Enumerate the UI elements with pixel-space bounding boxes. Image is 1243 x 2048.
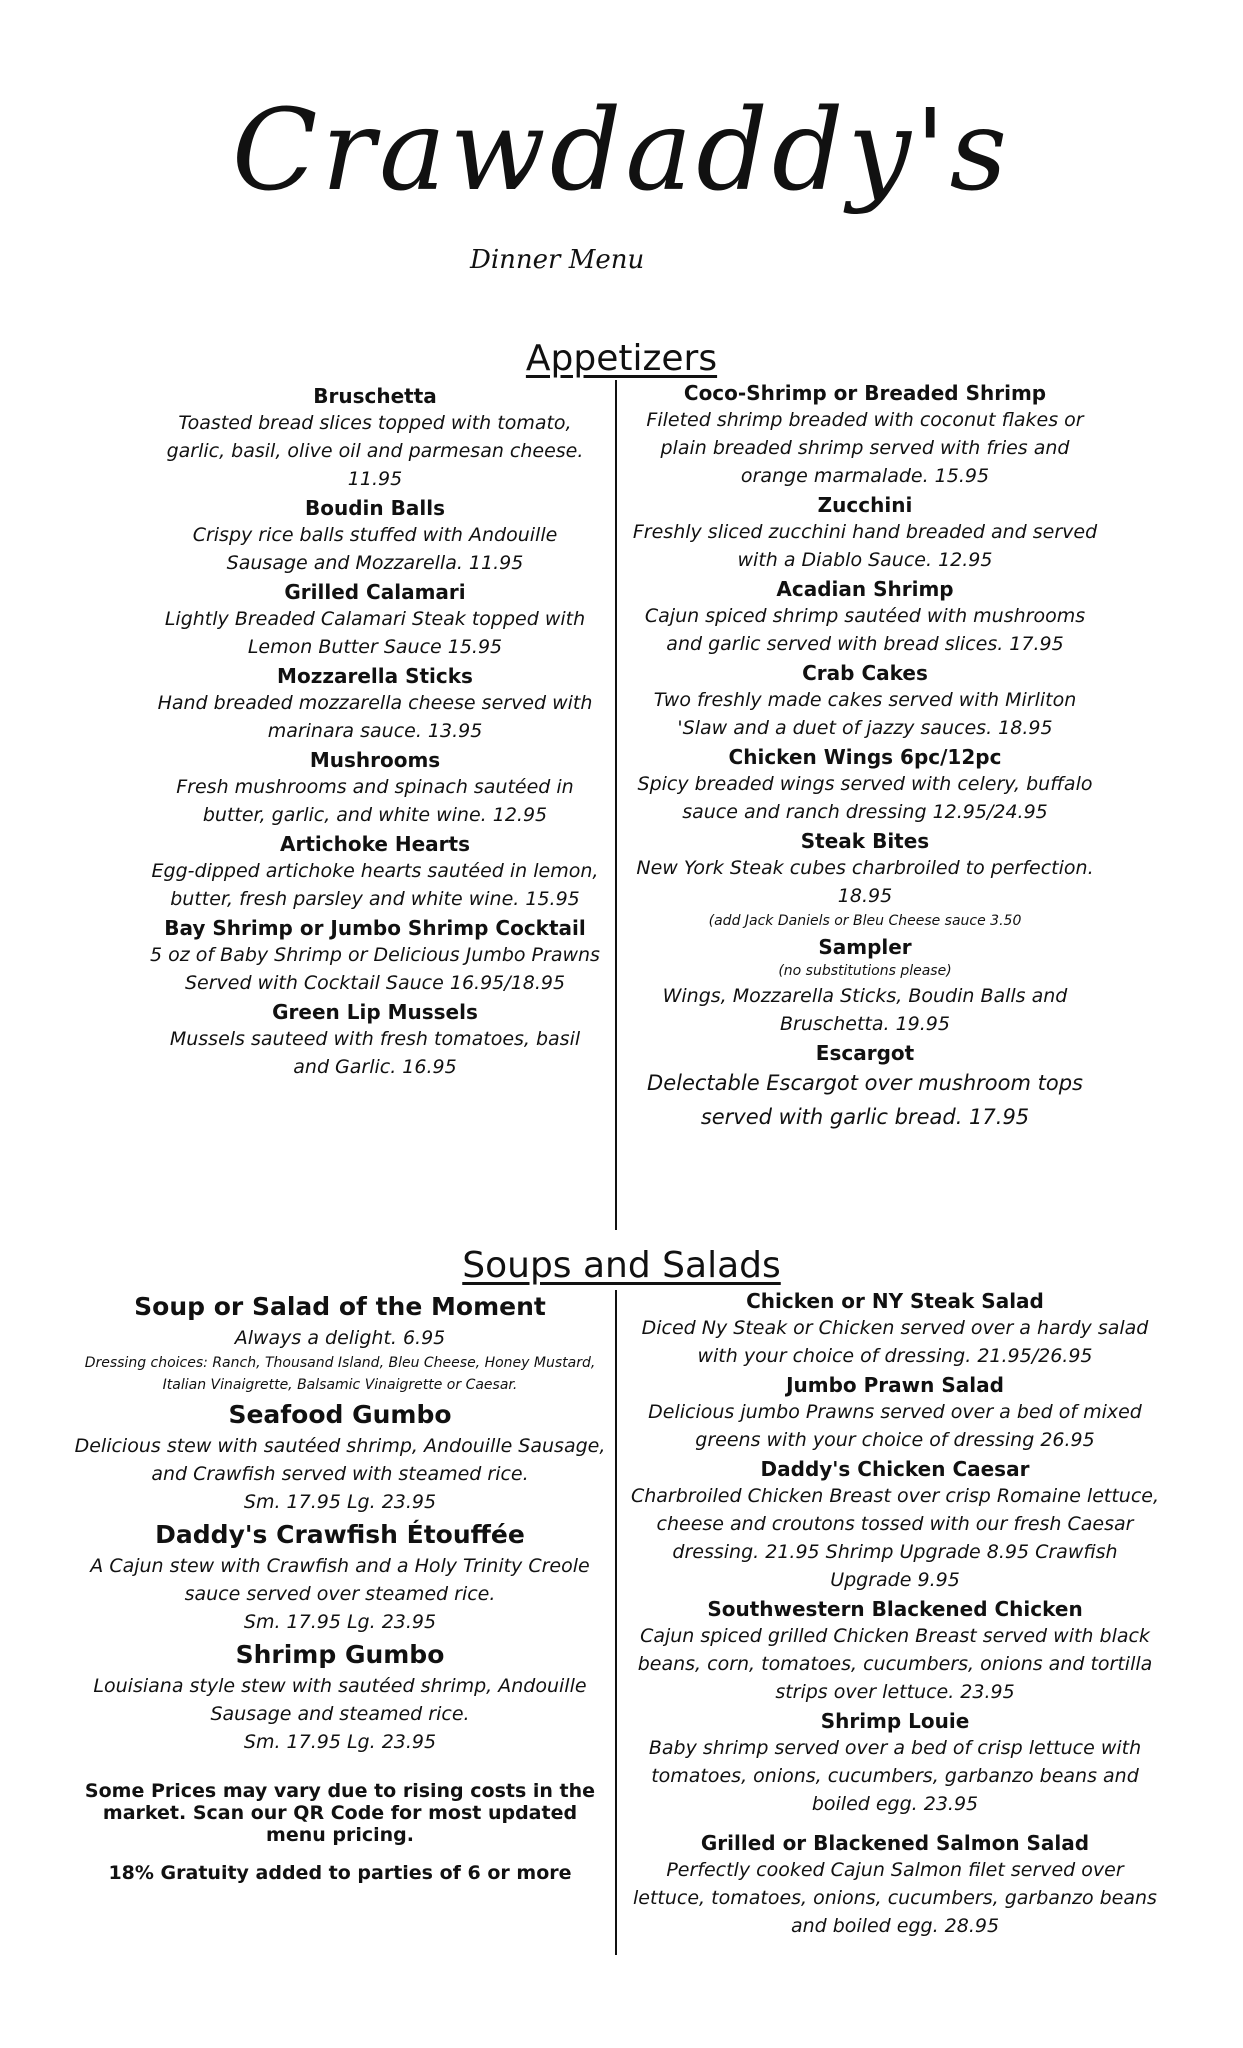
menu-item (70, 1290, 610, 1396)
item-name: Boudin Balls (305, 496, 445, 520)
item-description: Delicious stew with sautéed shrimp, Andouille Sausage, and Crawfish served with steamed rice. (74, 1435, 606, 1485)
item-name: Coco-Shrimp or Breaded Shrimp (683, 381, 1047, 405)
menu-item (630, 660, 1100, 742)
item-name: Mozzarella Sticks (277, 664, 473, 688)
item-name: Daddy's Chicken Caesar (760, 1457, 1030, 1481)
menu-subtitle: Dinner Menu (470, 245, 645, 275)
menu-item (150, 999, 600, 1081)
soups-left-column (70, 1290, 610, 1884)
menu-item (630, 828, 1100, 932)
menu-item (630, 1708, 1160, 1818)
menu-item (70, 1518, 610, 1636)
dressing-choices: Dressing choices: Ranch, Thousand Island, Bleu Cheese, Honey Mustard, Italian Vinaigrette, Balsamic Vinaigrette or Caesar. (84, 1355, 596, 1393)
menu-item (630, 1456, 1160, 1594)
item-description: A Cajun stew with Crawfish and a Holy Trinity Creole sauce served over steamed rice. (90, 1555, 590, 1605)
item-name: Crab Cakes (802, 661, 928, 685)
item-description: Two freshly made cakes served with Mirliton 'Slaw and a duet of jazzy sauces. 18.95 (653, 689, 1077, 739)
item-description: Wings, Mozzarella Sticks, Boudin Balls and Bruschetta. 19.95 (662, 985, 1068, 1035)
restaurant-logo: Crawdaddy's (231, 86, 1012, 216)
item-description: Mussels sauteed with fresh tomatoes, basil and Garlic. 16.95 (169, 1028, 581, 1078)
item-name: Daddy's Crawfish Étouffée (155, 1520, 525, 1549)
item-name: Jumbo Prawn Salad (786, 1373, 1004, 1397)
item-description: Delectable Escargot over mushroom tops served with garlic bread. 17.95 (647, 1071, 1083, 1129)
item-description: Toasted bread slices topped with tomato, garlic, basil, olive oil and parmesan cheese. 11.95 (166, 412, 584, 490)
menu-item (630, 1288, 1160, 1370)
item-name: Bay Shrimp or Jumbo Shrimp Cocktail (164, 916, 586, 940)
item-description: Lightly Breaded Calamari Steak topped with Lemon Butter Sauce 15.95 (164, 608, 586, 658)
item-description: Freshly sliced zucchini hand breaded and served with a Diablo Sauce. 12.95 (632, 521, 1098, 571)
item-name: Grilled or Blackened Salmon Salad (700, 1831, 1090, 1855)
pricing-notice: Some Prices may vary due to rising costs in the market. Scan our QR Code for most updated menu pricing. (84, 1780, 596, 1846)
item-description: Diced Ny Steak or Chicken served over a hardy salad with your choice of dressing. 21.95/26.95 (641, 1317, 1149, 1367)
item-name: Soup or Salad of the Moment (134, 1292, 546, 1321)
soups-divider (615, 1290, 617, 1955)
soups-salads-title: Soups and Salads (462, 1245, 781, 1286)
item-name: Grilled Calamari (284, 580, 466, 604)
item-name: Southwestern Blackened Chicken (707, 1597, 1083, 1621)
menu-item (630, 934, 1100, 1038)
item-name: Chicken or NY Steak Salad (746, 1289, 1044, 1313)
menu-item (150, 915, 600, 997)
item-description: Hand breaded mozzarella cheese served with marinara sauce. 13.95 (157, 692, 593, 742)
menu-item (150, 663, 600, 745)
item-description: Cajun spiced grilled Chicken Breast served with black beans, corn, tomatoes, cucumbers, onions and tortilla strips over lettuce. 23.95 (637, 1625, 1153, 1703)
menu-item (630, 1596, 1160, 1706)
item-name: Seafood Gumbo (228, 1400, 452, 1429)
appetizers-left-column (150, 383, 600, 1083)
item-description: Baby shrimp served over a bed of crisp lettuce with tomatoes, onions, cucumbers, garbanzo beans and boiled egg. 23.95 (648, 1737, 1142, 1815)
appetizers-divider (615, 380, 617, 1230)
item-description: Louisiana style stew with sautéed shrimp, Andouille Sausage and steamed rice. (93, 1675, 587, 1725)
item-name: Mushrooms (309, 748, 441, 772)
menu-item (70, 1638, 610, 1756)
item-description: Perfectly cooked Cajun Salmon filet served over lettuce, tomatoes, onions, cucumbers, garbanzo beans and boiled egg. 28.95 (633, 1859, 1157, 1937)
item-description: Crispy rice balls stuffed with Andouille Sausage and Mozzarella. 11.95 (192, 524, 558, 574)
soups-right-column (630, 1288, 1160, 1942)
menu-item (630, 744, 1100, 826)
menu-item (150, 747, 600, 829)
item-price: Sm. 17.95 Lg. 23.95 (243, 1611, 437, 1633)
item-name: Chicken Wings 6pc/12pc (728, 745, 1002, 769)
item-name: Green Lip Mussels (272, 1000, 478, 1024)
item-description: New York Steak cubes charbroiled to perfection. 18.95 (636, 857, 1094, 907)
item-price: Sm. 17.95 Lg. 23.95 (243, 1731, 437, 1753)
item-description: Fresh mushrooms and spinach sautéed in butter, garlic, and white wine. 12.95 (176, 776, 574, 826)
item-description: Fileted shrimp breaded with coconut flakes or plain breaded shrimp served with fries and orange marmalade. 15.95 (646, 409, 1084, 487)
appetizers-right-column (630, 380, 1100, 1136)
item-name: Artichoke Hearts (279, 832, 470, 856)
menu-item (630, 1830, 1160, 1940)
item-name: Shrimp Louie (820, 1709, 970, 1733)
menu-item (630, 492, 1100, 574)
gratuity-notice: 18% Gratuity added to parties of 6 or more (108, 1862, 572, 1884)
menu-item (70, 1398, 610, 1516)
menu-item (630, 576, 1100, 658)
item-name: Steak Bites (800, 829, 930, 853)
menu-item (630, 380, 1100, 490)
item-description: Charbroiled Chicken Breast over crisp Romaine lettuce, cheese and croutons tossed with our fresh Caesar dressing. 21.95 Shrimp Upgrade 8.95 Crawfish Upgrade 9.95 (630, 1485, 1160, 1591)
menu-item (630, 1372, 1160, 1454)
item-price: Sm. 17.95 Lg. 23.95 (243, 1491, 437, 1513)
item-description: Always a delight. 6.95 (234, 1327, 446, 1349)
item-name: Zucchini (817, 493, 913, 517)
item-name: Shrimp Gumbo (235, 1640, 445, 1669)
item-description: Delicious jumbo Prawns served over a bed of mixed greens with your choice of dressing 26.95 (648, 1401, 1142, 1451)
item-note: (no substitutions please) (778, 963, 952, 979)
menu-item (150, 495, 600, 577)
item-note: (add Jack Daniels or Bleu Cheese sauce 3.50 (708, 913, 1022, 929)
item-name: Sampler (818, 935, 912, 959)
item-name: Escargot (815, 1041, 915, 1065)
item-description: 5 oz of Baby Shrimp or Delicious Jumbo Prawns Served with Cocktail Sauce 16.95/18.95 (150, 944, 600, 994)
item-description: Cajun spiced shrimp sautéed with mushrooms and garlic served with bread slices. 17.95 (644, 605, 1086, 655)
item-description: Spicy breaded wings served with celery, buffalo sauce and ranch dressing 12.95/24.95 (637, 773, 1093, 823)
item-name: Acadian Shrimp (776, 577, 954, 601)
menu-item (150, 579, 600, 661)
menu-item (150, 383, 600, 493)
item-description: Egg-dipped artichoke hearts sautéed in lemon, butter, fresh parsley and white wine. 15.95 (151, 860, 599, 910)
appetizers-title: Appetizers (525, 338, 718, 379)
menu-item (630, 1040, 1100, 1134)
item-name: Bruschetta (313, 384, 437, 408)
menu-item (150, 831, 600, 913)
